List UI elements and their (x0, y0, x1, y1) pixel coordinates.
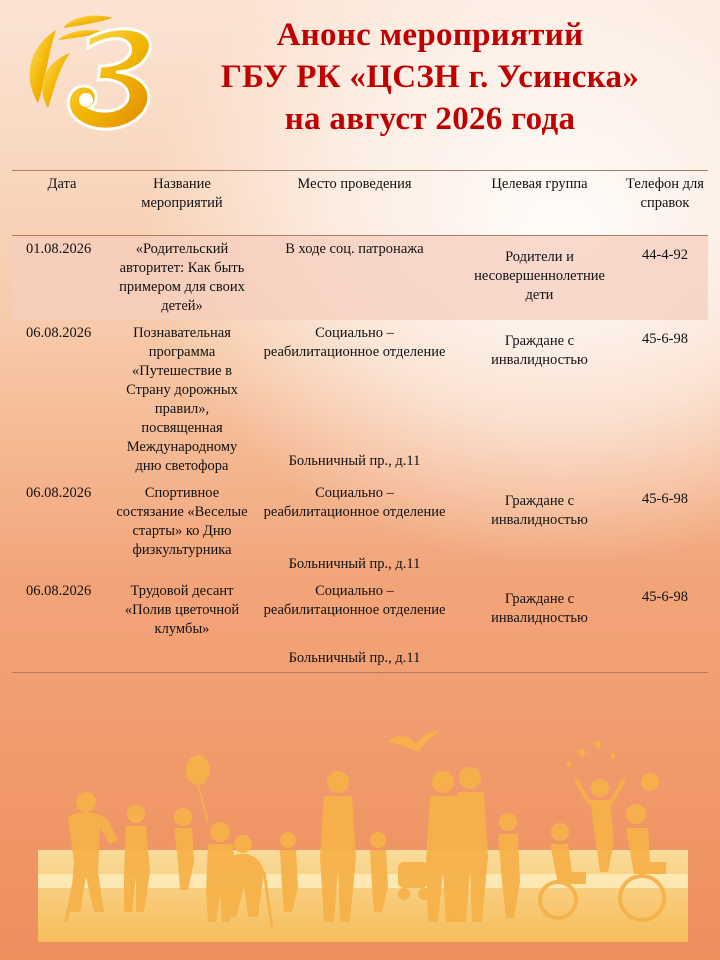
event-name: «Родительский авторитет: Как быть примером для своих детей» (112, 236, 252, 321)
event-target-group (457, 236, 622, 321)
events-table (12, 170, 708, 673)
event-name: Познавательная программа «Путешествие в Страну дорожных правил», посвященная Международному дню светофора (126, 325, 238, 474)
event-place-name: Социально – реабилитационное отделение (263, 325, 446, 360)
event-place-address: Больничный пр., д.11 (288, 453, 421, 469)
people-silhouettes-illustration (38, 722, 688, 942)
organization-logo (18, 8, 168, 138)
event-date: 06.08.2026 (26, 485, 92, 501)
event-date: 06.08.2026 (26, 325, 92, 341)
event-target-group (457, 480, 622, 578)
event-target-group-text: Граждане с инвалидностью (491, 333, 588, 368)
event-place (252, 578, 457, 673)
event-place (252, 480, 457, 578)
event-name: Спортивное состязание «Веселые старты» ко Дню физкультурника (116, 485, 248, 558)
title-line-1: Анонс мероприятий (276, 17, 584, 53)
event-phone (622, 236, 708, 321)
table-header-row (12, 171, 708, 236)
event-phone (622, 320, 708, 480)
title-line-2: ГБУ РК «ЦСЗН г. Усинска» (220, 59, 640, 95)
event-phone-text: 45-6-98 (642, 491, 688, 507)
event-place-name: Социально – реабилитационное отделение (263, 485, 446, 520)
table-row (12, 578, 708, 673)
event-date: 06.08.2026 (12, 578, 112, 673)
event-phone (622, 578, 708, 673)
header-event-name: Название мероприятий (112, 171, 252, 236)
event-date: 01.08.2026 (12, 236, 112, 321)
event-place (252, 236, 457, 321)
header-date: Дата (12, 171, 112, 236)
header-target-group: Целевая группа (457, 171, 622, 236)
event-place (252, 320, 457, 480)
event-place-name: В ходе соц. патронажа (285, 241, 424, 257)
event-target-group (457, 578, 622, 673)
table-row (12, 236, 708, 321)
event-place-address: Больничный пр., д.11 (288, 650, 421, 666)
table-row (12, 480, 708, 578)
header-place: Место проведения (252, 171, 457, 236)
event-phone-text: 44-4-92 (642, 247, 688, 263)
table-row (12, 320, 708, 480)
event-phone (622, 480, 708, 578)
event-place-name: Социально – реабилитационное отделение (263, 583, 446, 618)
page-title (160, 14, 700, 140)
event-place-address: Больничный пр., д.11 (288, 556, 421, 572)
title-line-3: на август 2026 года (284, 101, 576, 137)
event-target-group-text: Граждане с инвалидностью (491, 493, 588, 528)
event-target-group-text: Граждане с инвалидностью (491, 591, 588, 626)
event-target-group (457, 320, 622, 480)
event-target-group-text: Родители и несовершеннолетние дети (474, 249, 605, 303)
header-phone: Телефон для справок (622, 171, 708, 236)
event-name: Трудовой десант «Полив цветочной клумбы» (112, 578, 252, 673)
event-phone-text: 45-6-98 (642, 589, 688, 605)
event-phone-text: 45-6-98 (642, 331, 688, 347)
